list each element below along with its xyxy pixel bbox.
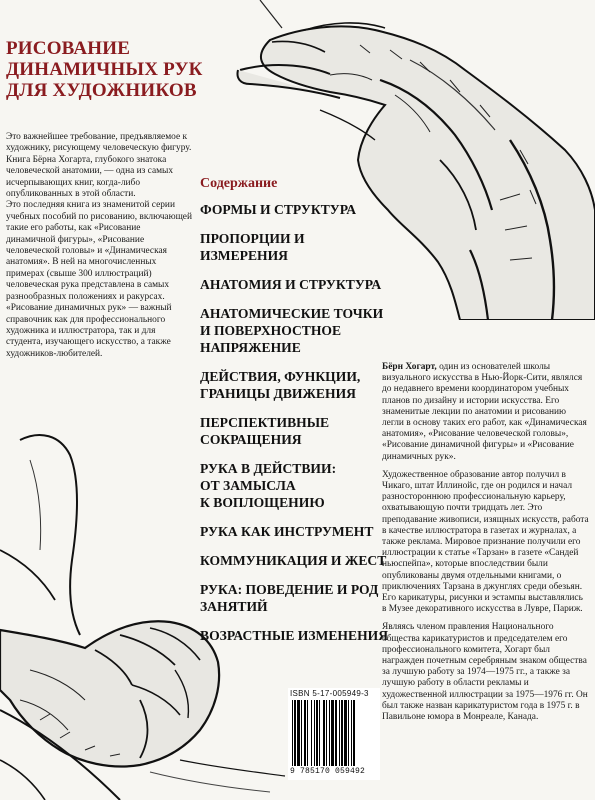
toc-item: РУКА: ПОВЕДЕНИЕ И РОД ЗАНЯТИЙ	[200, 582, 379, 614]
toc-item: ФОРМЫ И СТРУКТУРА	[200, 202, 357, 217]
title-line: ДИНАМИЧНЫХ РУК	[6, 59, 203, 80]
isbn-text: ISBN 5-17-005949-3	[290, 689, 369, 698]
toc-item: АНАТОМИЧЕСКИЕ ТОЧКИ И ПОВЕРХНОСТНОЕ НАПРЯЖЕНИЕ	[200, 306, 384, 355]
toc-item: РУКА КАК ИНСТРУМЕНТ	[200, 524, 374, 539]
bio-text: один из основателей школы визуального искусства в Нью-Йорк-Сити, являлся до недавнего времени координатором учебных планов по дизайну и истории искусства. Его знаменитые лекции по анатомии и рисованию легли в основу таких его работ, как «Динамическая анатомия», «Рисование человеческой головы», «Рисование динамичной фигуры» и «Рисование динамичных рук».	[382, 362, 587, 462]
toc-item: ДЕЙСТВИЯ, ФУНКЦИИ, ГРАНИЦЫ ДВИЖЕНИЯ	[200, 369, 361, 401]
toc-item: РУКА В ДЕЙСТВИИ: ОТ ЗАМЫСЛА К ВОПЛОЩЕНИЮ	[200, 461, 337, 510]
intro-paragraph: Это важнейшее требование, предъявляемое к художнику, рисующему человеческую фигуру. Книга Бёрна Хогарта, глубокого знатока человеческой анатомии, — одна из самых исчерпывающих книг, когда-либо опубликованных в этой области.	[6, 132, 192, 200]
toc-item: ПЕРСПЕКТИВНЫЕ СОКРАЩЕНИЯ	[200, 415, 330, 447]
author-bio	[382, 362, 589, 730]
intro-text	[6, 132, 192, 360]
title-line: ДЛЯ ХУДОЖНИКОВ	[6, 80, 197, 101]
title-line: РИСОВАНИЕ	[6, 38, 131, 59]
toc-item: ВОЗРАСТНЫЕ ИЗМЕНЕНИЯ	[200, 628, 389, 643]
toc-list	[200, 201, 400, 644]
toc-heading: Содержание	[200, 176, 278, 191]
bio-paragraph: Являясь членом правления Национального общества карикатуристов и председателем его профессионального комитета, Хогарт был награжден почетным серебряным знаком общества за лучшую работу за 1974—1975 гг., а также за лучшую работу в области рекламы и художественной иллюстрации за 1975—1976 гг. Он был также назван карикатуристом года в 1975 г. в Павильоне юмора в Монреале, Канада.	[382, 622, 588, 723]
toc-item: АНАТОМИЯ И СТРУКТУРА	[200, 277, 382, 292]
barcode-number: 9 785170 059492	[290, 767, 366, 776]
book-title	[6, 38, 231, 101]
table-of-contents	[200, 176, 400, 656]
author-name: Бёрн Хогарт,	[382, 362, 437, 372]
intro-paragraph: Это последняя книга из знаменитой серии учебных пособий по рисованию, включающей такие его работы, как «Рисование динамичной фигуры», «Рисование человеческой головы» и «Динамическая анатомия». В ней на многочисленных примерах (свыше 300 иллюстраций) человеческая рука представлена в самых разнообразных положениях и ракурсах. «Рисование динамичных рук» — важный справочник как для профессионального художника и иллюстратора, так и для студента, изучающего искусство, а также художников-любителей.	[6, 200, 192, 359]
toc-item: КОММУНИКАЦИЯ И ЖЕСТ	[200, 553, 387, 568]
barcode-block	[288, 688, 380, 780]
barcode-bars	[292, 700, 376, 766]
bio-paragraph: Художественное образование автор получил в Чикаго, штат Иллинойс, где он родился и начал разностороннюю профессиональную карьеру, охватывающую почти тридцать лет. Это преподавание живописи, изящных искусств, работа в качестве иллюстратора в газетах и журналах, а также реклама. Мировое признание получили его иллюстрации к статье «Тарзан» в газете «Сандей ньюспейпа», которые впоследствии были опубликованы двумя отдельными книгами, о приключениях Тарзана в джунглях среди обезьян. Его карикатуры, рисунки и эстампы выставлялись в Музее декоративного искусства в Лувре, Париж.	[382, 469, 589, 615]
bio-paragraph	[382, 362, 589, 463]
toc-item: ПРОПОРЦИИ И ИЗМЕРЕНИЯ	[200, 231, 305, 263]
